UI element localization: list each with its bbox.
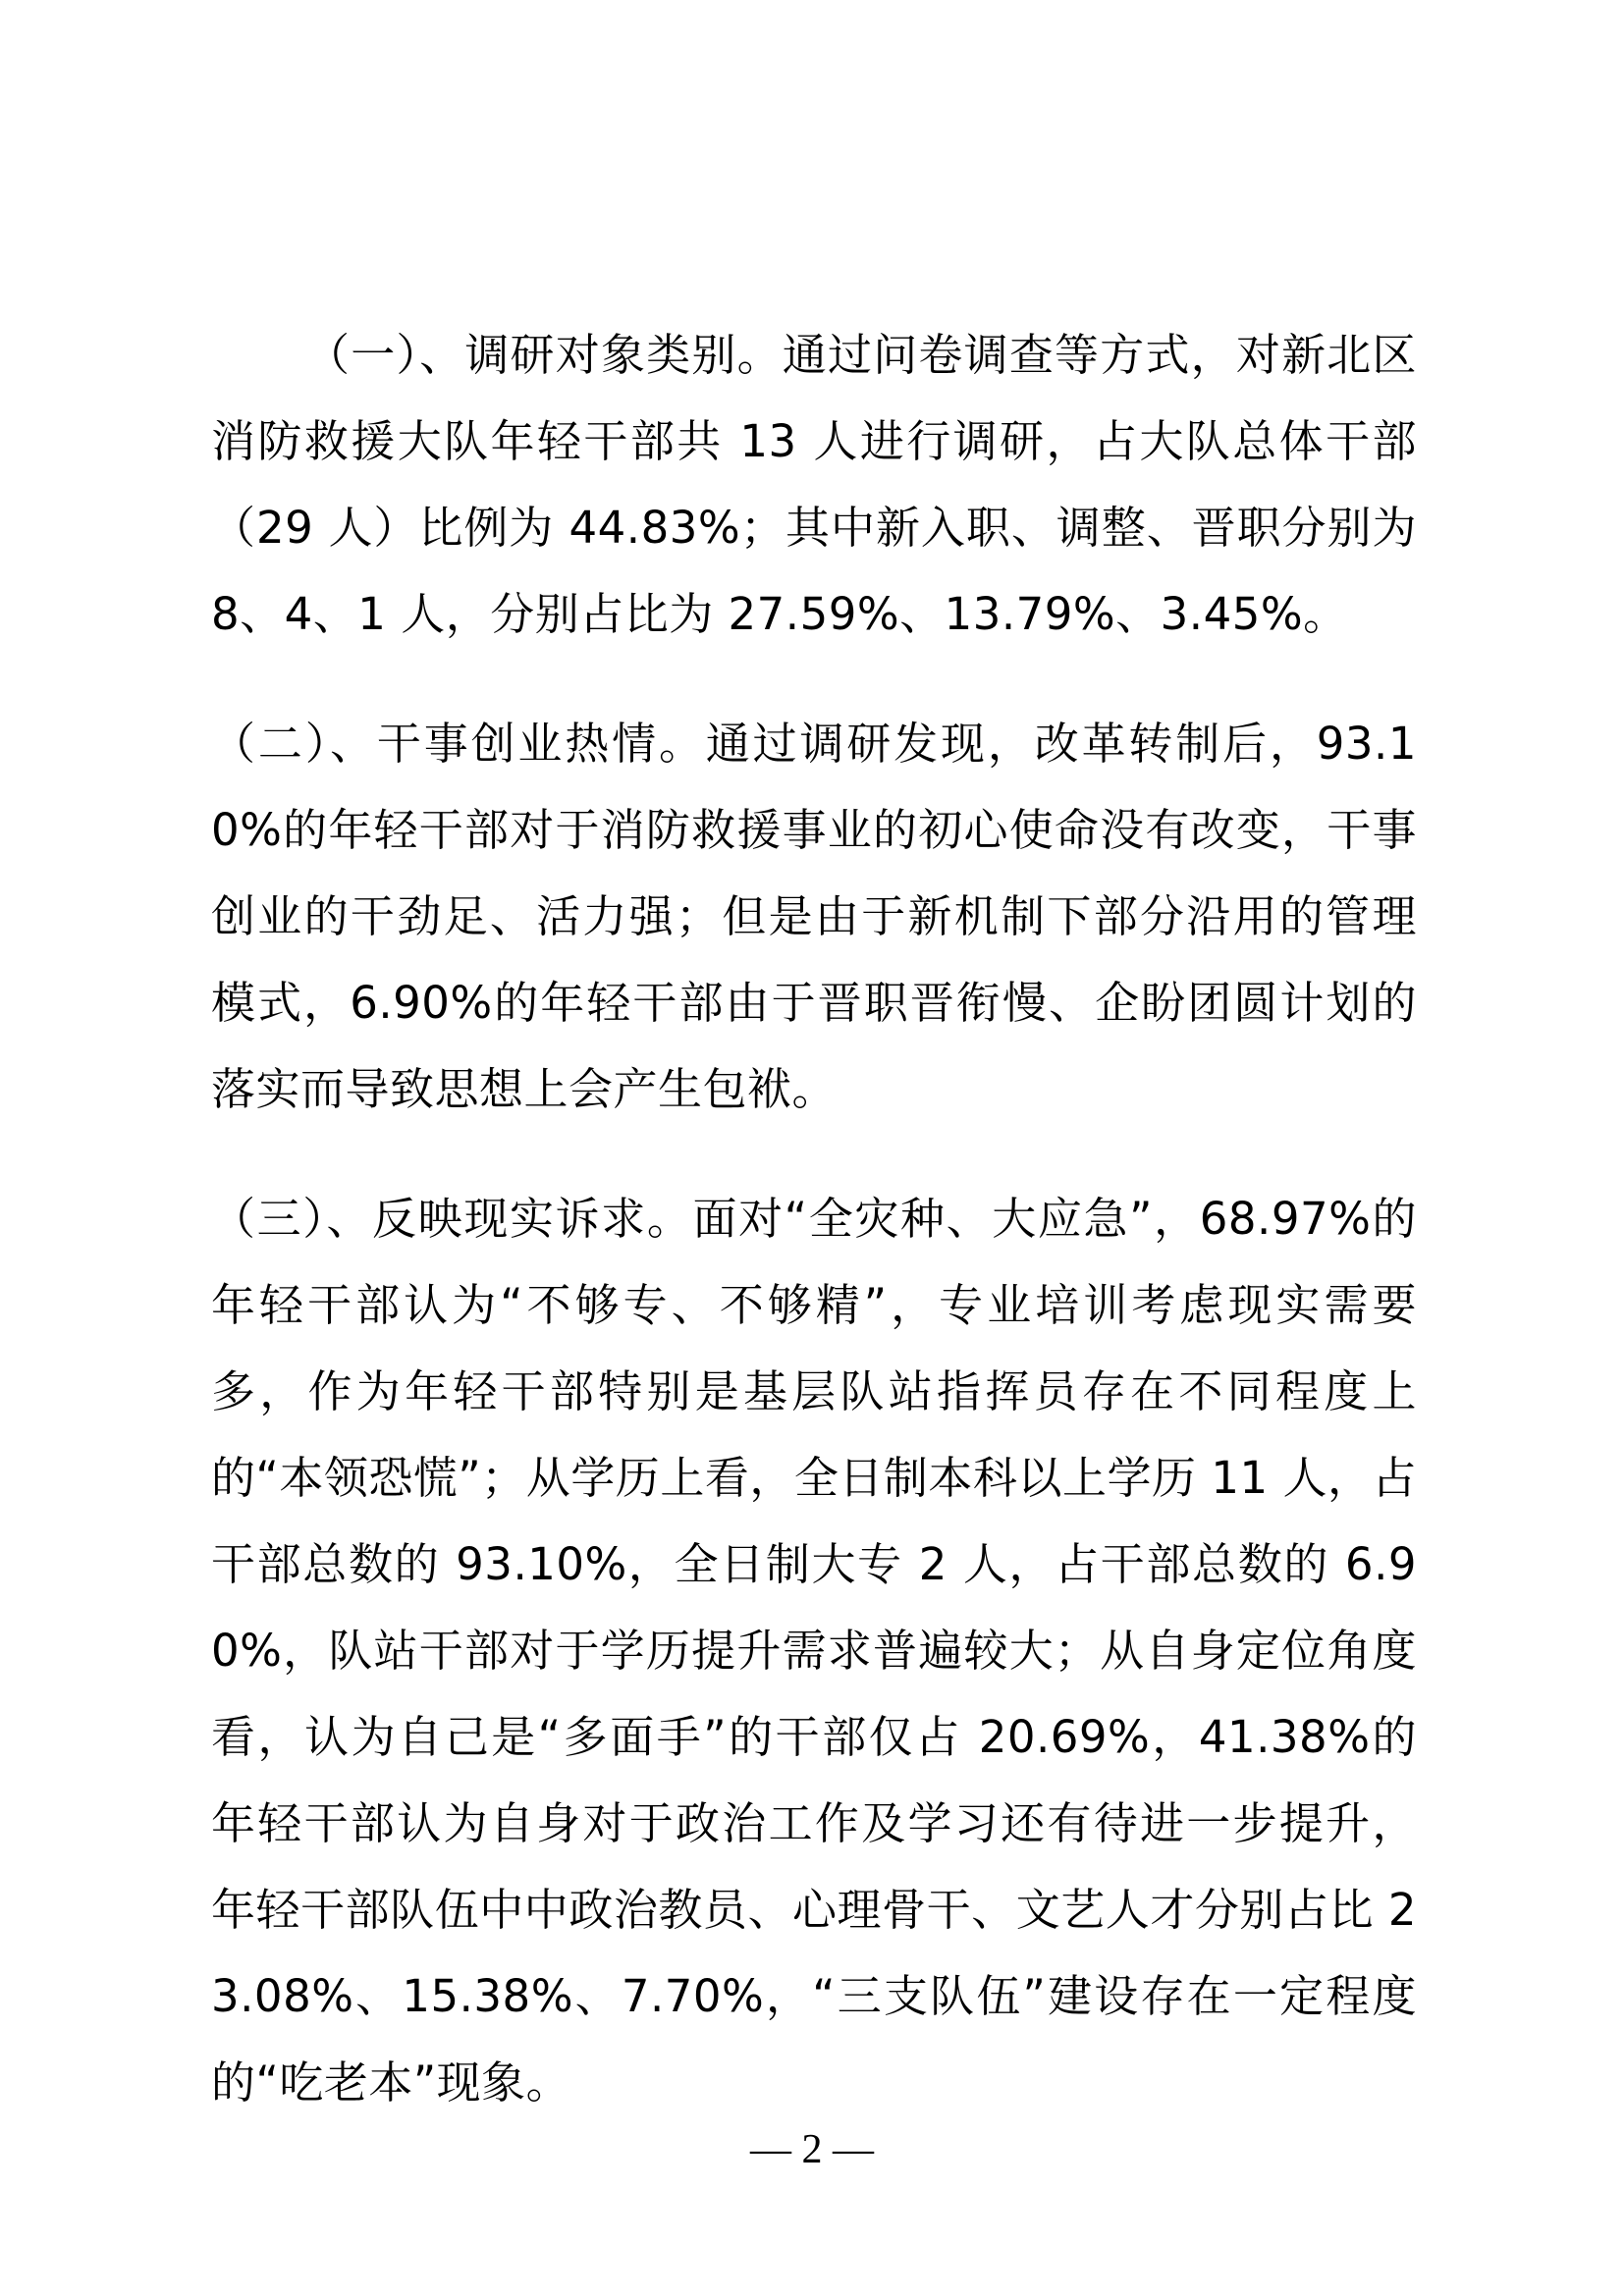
paragraph-practical-demands: （三）、反映现实诉求。面对“全灾种、大应急”，68.97%的年轻干部认为“不够专、不够精”，专业培训考虑现实需要多，作为年轻干部特别是基层队站指挥员存在不同程度上的“本领恐慌”；从学历上看，全日制本科以上学历 11 人，占干部总数的 93.10%，全日制大专 2 人，占干部总数的 6.90%，队站干部对于学历提升需求普遍较大；从自身定位角度看，认为自己是“多面手”的干部仅占 20.69%，41.38%的年轻干部认为自身对于政治工作及学习还有待进一步提升，年轻干部队伍中中政治教员、心理骨干、文艺人才分别占比 23.08%、15.38%、7.70%，“三支队伍”建设存在一定程度的“吃老本”现象。 bbox=[211, 1193, 1417, 2109]
paragraph-work-enthusiasm: （二）、干事创业热情。通过调研发现，改革转制后，93.10%的年轻干部对于消防救援事业的初心使命没有改变，干事创业的干劲足、活力强；但是由于新机制下部分沿用的管理模式，6.90%的年轻干部由于晋职晋衔慢、企盼团圆计划的落实而导致思想上会产生包袱。 bbox=[211, 718, 1417, 1115]
document-body bbox=[211, 312, 1417, 2126]
page-number: — 2 — bbox=[750, 2127, 874, 2172]
paragraph-survey-subjects: （一）、调研对象类别。通过问卷调查等方式，对新北区消防救援大队年轻干部共 13 人进行调研，占大队总体干部（29 人）比例为 44.83%；其中新入职、调整、晋职分别为 8、4、1 人，分别占比为 27.59%、13.79%、3.45%。 bbox=[211, 329, 1417, 640]
